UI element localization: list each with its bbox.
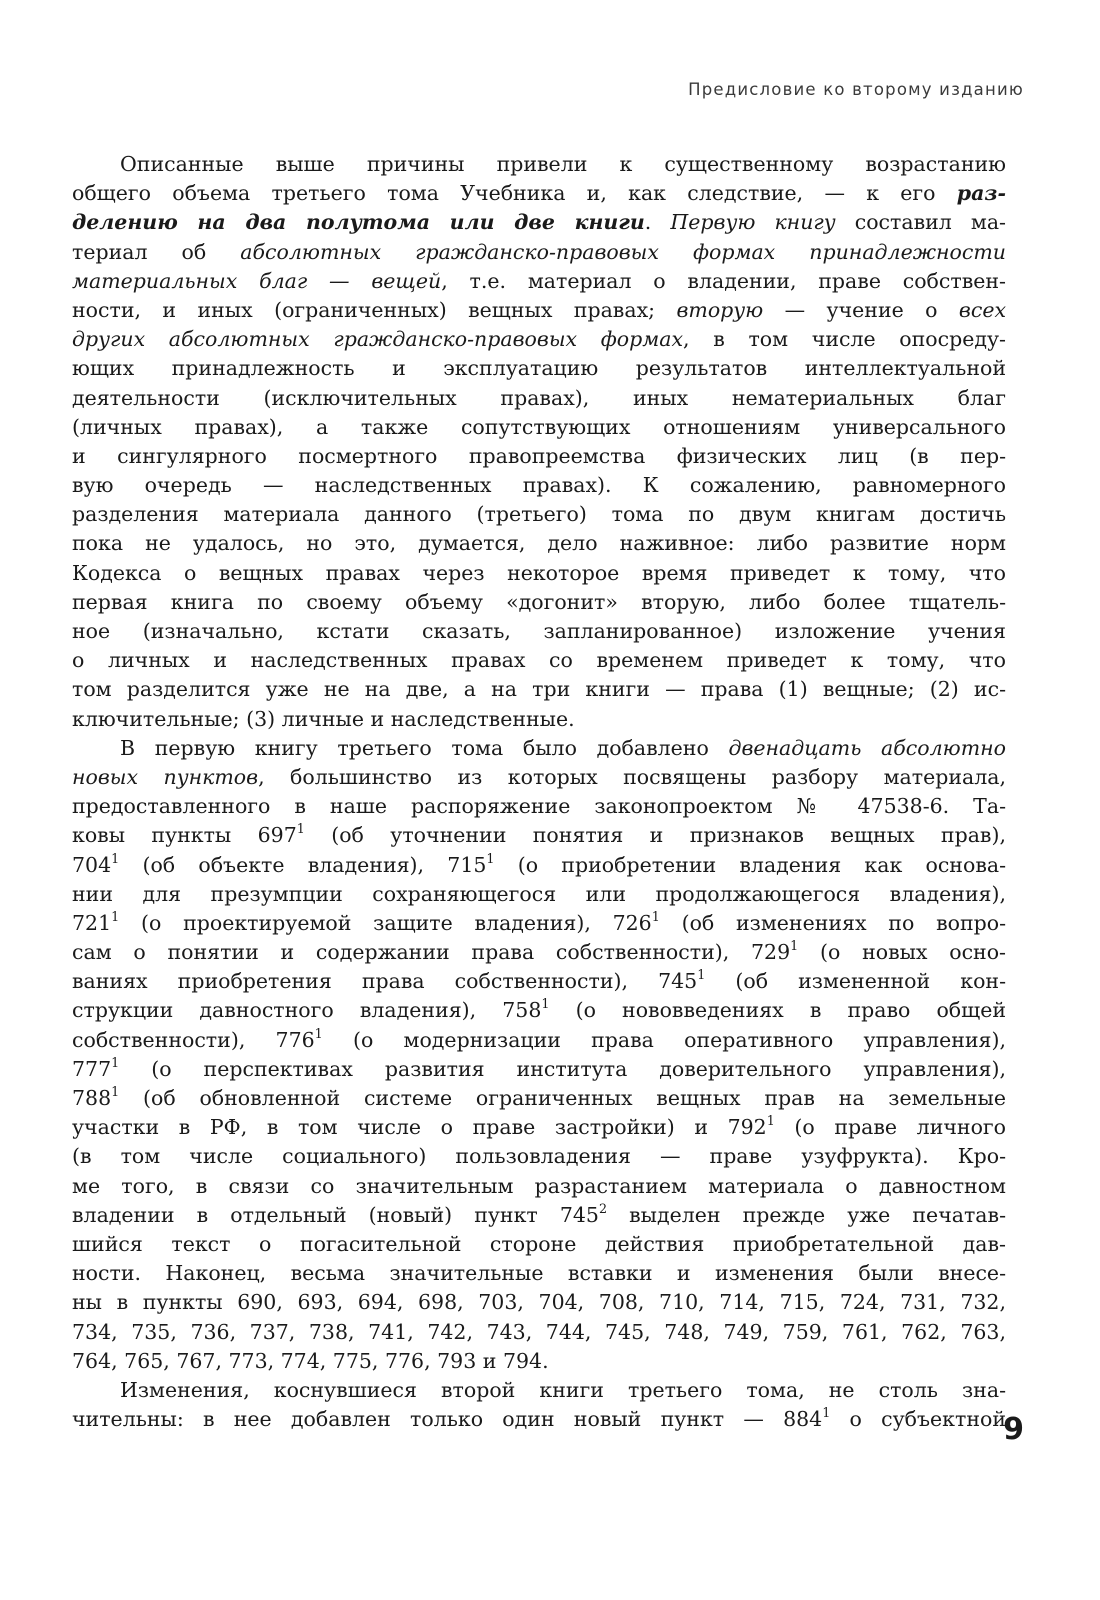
text-line <box>72 442 1006 471</box>
text-segment: 764, 765, 767, 773, 774, 775, 776, 793 и 794. <box>72 1348 549 1373</box>
text-segment: (в том числе социального) пользовладения — праве узуфрукта). Кро- <box>72 1144 1006 1169</box>
superscript: 1 <box>822 1405 831 1421</box>
text-line <box>72 967 1006 996</box>
text-line <box>72 851 1006 880</box>
text-segment: всех <box>958 297 1007 322</box>
text-segment: общего объема третьего тома Учебника и, как следствие, — к его <box>72 181 957 206</box>
text-segment: раз- <box>956 181 1006 206</box>
text-segment: разделения материала данного (третьего) тома по двум книгам достичь <box>72 502 1006 527</box>
text-line <box>72 1318 1006 1347</box>
text-line <box>72 705 1006 734</box>
text-segment: териал об <box>72 239 241 264</box>
text-segment: владении в отдельный (новый) пункт 745 <box>72 1202 599 1227</box>
text-line <box>72 675 1006 704</box>
text-line <box>72 208 1006 237</box>
text-line <box>72 734 1006 763</box>
text-segment: ме того, в связи со значительным разрастанием материала о давностном <box>72 1173 1006 1198</box>
text-segment: делению на два полутома или две книги <box>72 210 645 235</box>
text-segment: В первую книгу третьего тома было добавлено <box>120 735 729 760</box>
text-line <box>72 1113 1006 1142</box>
text-line <box>72 763 1006 792</box>
text-segment: 704 <box>72 852 112 877</box>
text-line <box>72 413 1006 442</box>
text-line <box>72 1026 1006 1055</box>
text-segment: сам о понятии и содержании права собственности), 729 <box>72 940 791 965</box>
text-segment: (о модернизации права оперативного управления), <box>322 1027 1006 1052</box>
text-segment: материальных благ — вещей <box>72 268 442 293</box>
text-segment: (о праве личного <box>774 1115 1006 1140</box>
text-segment: вую очередь — наследственных правах). К сожалению, равномерного <box>72 473 1006 498</box>
text-line <box>72 1084 1006 1113</box>
text-segment: ющих принадлежность и эксплуатацию результатов интеллектуальной <box>72 356 1006 381</box>
text-segment: (об измененной кон- <box>705 969 1006 994</box>
text-line <box>72 267 1006 296</box>
text-segment: вторую <box>676 297 764 322</box>
text-line <box>72 617 1006 646</box>
text-line <box>72 1172 1006 1201</box>
superscript: 1 <box>111 908 120 924</box>
superscript: 1 <box>766 1113 775 1129</box>
text-segment: , в том числе опосреду- <box>683 327 1006 352</box>
text-segment: нии для презумпции сохраняющегося или продолжающегося владения), <box>72 881 1006 906</box>
text-segment: выделен прежде уже печатав- <box>607 1202 1006 1227</box>
text-line <box>72 1201 1006 1230</box>
text-segment: новых пунктов <box>72 764 259 789</box>
text-segment: ны в пункты 690, 693, 694, 698, 703, 704, 708, 710, 714, 715, 724, 731, 732, <box>72 1290 1006 1315</box>
text-segment: шийся текст о погасительной стороне действия приобретательной дав- <box>72 1231 1006 1256</box>
superscript: 1 <box>697 967 706 983</box>
text-line <box>72 821 1006 850</box>
text-segment: , большинство из которых посвящены разбору материала, <box>258 764 1006 789</box>
text-segment: и сингулярного посмертного правопреемства физических лиц (в пер- <box>72 443 1006 468</box>
text-line <box>72 150 1006 179</box>
text-line <box>72 1405 1006 1434</box>
text-line <box>72 384 1006 413</box>
text-segment: (о проектируемой защите владения), 726 <box>119 910 652 935</box>
superscript: 1 <box>541 996 550 1012</box>
text-line <box>72 296 1006 325</box>
text-segment: собственности), 776 <box>72 1027 315 1052</box>
text-segment: (об обновленной системе ограниченных вещных прав на земельные <box>119 1086 1006 1110</box>
text-segment: том разделится уже не на две, а на три книги — права (1) вещные; (2) ис- <box>72 677 1006 702</box>
superscript: 1 <box>486 850 495 866</box>
text-line <box>72 1230 1006 1259</box>
text-line <box>72 529 1006 558</box>
text-segment: Первую книгу <box>670 210 836 235</box>
text-segment: первая книга по своему объему «догонит» вторую, либо более тщатель- <box>72 589 1006 614</box>
text-segment: чительны: в нее добавлен только один новый пункт — 884 <box>72 1407 823 1432</box>
text-segment: участки в РФ, в том числе о праве застройки) и 792 <box>72 1115 767 1140</box>
text-line <box>72 238 1006 267</box>
text-segment: предоставленного в наше распоряжение законопроектом № 47538-6. Та- <box>72 794 1006 819</box>
text-segment: струкции давностного владения), 758 <box>72 998 542 1023</box>
text-segment: абсолютных гражданско-правовых формах принадлежности <box>240 239 1006 264</box>
text-segment: (об объекте владения), 715 <box>119 852 487 877</box>
superscript: 1 <box>111 850 120 866</box>
text-segment: деятельности (исключительных правах), иных нематериальных благ <box>72 385 1006 410</box>
superscript: 1 <box>314 1025 323 1041</box>
superscript: 1 <box>651 908 660 924</box>
text-segment: ности. Наконец, весьма значительные вставки и изменения были внесе- <box>72 1261 1006 1286</box>
text-segment: составил ма- <box>835 210 1006 235</box>
text-segment: (об уточнении понятия и признаков вещных прав), <box>304 823 1006 848</box>
text-line <box>72 646 1006 675</box>
superscript: 2 <box>598 1200 608 1216</box>
paragraph <box>72 1376 1006 1434</box>
text-segment: ности, и иных (ограниченных) вещных правах; <box>72 297 677 322</box>
text-segment: пока не удалось, но это, думается, дело наживное: либо развитие норм <box>72 531 1006 556</box>
superscript: 1 <box>111 1084 120 1100</box>
text-segment: 777 <box>72 1056 112 1081</box>
text-line <box>72 1259 1006 1288</box>
text-segment: (о приобретении владения как основа- <box>494 852 1007 877</box>
text-segment: (о перспективах развития института доверительного управления), <box>119 1056 1006 1081</box>
text-line <box>72 1055 1006 1084</box>
text-line <box>72 588 1006 617</box>
text-segment: 788 <box>72 1086 112 1110</box>
text-line <box>72 500 1006 529</box>
text-segment: (личных правах), а также сопутствующих отношениям универсального <box>72 414 1006 439</box>
text-line <box>72 996 1006 1025</box>
text-line <box>72 909 1006 938</box>
paragraph <box>72 734 1006 1376</box>
text-line <box>72 354 1006 383</box>
text-segment: (об изменениях по вопро- <box>659 910 1007 935</box>
text-segment: двенадцать абсолютно <box>728 735 1006 760</box>
text-line <box>72 880 1006 909</box>
text-line <box>72 1376 1006 1405</box>
running-head: Предисловие ко второму изданию <box>688 80 1024 99</box>
text-line <box>72 792 1006 821</box>
text-segment: ваниях приобретения права собственности), 745 <box>72 969 698 994</box>
text-segment: Изменения, коснувшиеся второй книги третьего тома, не столь зна- <box>120 1377 1006 1402</box>
text-segment: (о новых осно- <box>798 940 1006 965</box>
text-segment: 721 <box>72 910 112 935</box>
text-segment: ковы пункты 697 <box>72 823 297 848</box>
page-number: 9 <box>1003 1412 1024 1447</box>
text-line <box>72 938 1006 967</box>
text-segment: о личных и наследственных правах со временем приведет к тому, что <box>72 648 1006 673</box>
text-segment: . <box>644 210 671 235</box>
text-line <box>72 471 1006 500</box>
text-line <box>72 1347 1006 1376</box>
text-line <box>72 559 1006 588</box>
text-segment: (о нововведениях в право общей <box>549 998 1006 1023</box>
paragraph <box>72 150 1006 734</box>
text-line <box>72 1142 1006 1171</box>
superscript: 1 <box>296 821 305 837</box>
text-segment: Описанные выше причины привели к существенному возрастанию <box>120 152 1006 176</box>
text-segment: ключительные; (3) личные и наследственные. <box>72 706 575 731</box>
text-line <box>72 1288 1006 1317</box>
text-segment: 734, 735, 736, 737, 738, 741, 742, 743, 744, 745, 748, 749, 759, 761, 762, 763, <box>72 1319 1006 1344</box>
text-segment: о субъектной <box>830 1407 1006 1432</box>
text-segment: — учение о <box>763 297 959 322</box>
text-segment: , т.е. материал о владении, праве собствен- <box>441 268 1006 293</box>
text-line <box>72 179 1006 208</box>
superscript: 1 <box>111 1054 120 1070</box>
body-text <box>72 150 1006 1434</box>
superscript: 1 <box>790 938 799 954</box>
text-segment: ное (изначально, кстати сказать, запланированное) изложение учения <box>72 619 1006 643</box>
text-segment: Кодекса о вещных правах через некоторое время приведет к тому, что <box>72 560 1006 585</box>
text-line <box>72 325 1006 354</box>
text-segment: других абсолютных гражданско-правовых формах <box>72 327 684 352</box>
